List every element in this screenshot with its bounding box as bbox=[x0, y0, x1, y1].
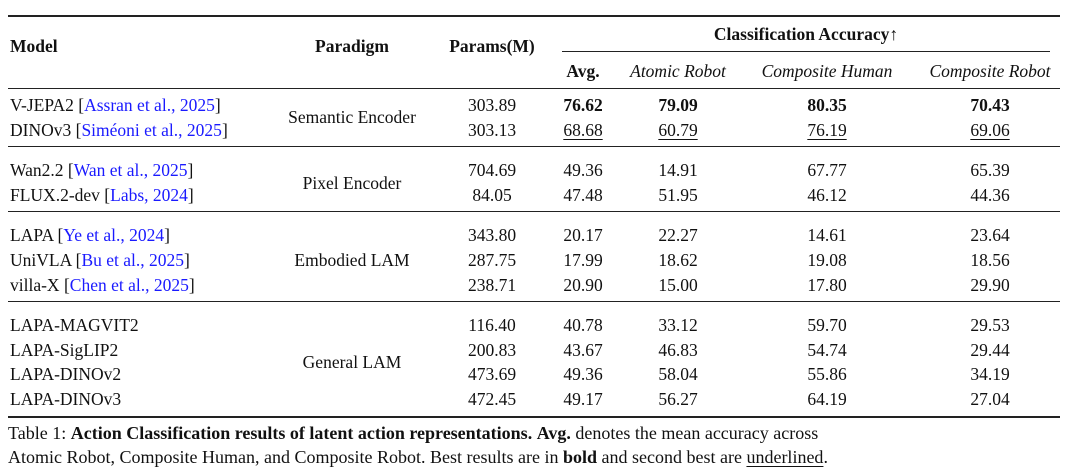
accuracy-value: 29.44 bbox=[970, 339, 1010, 360]
accuracy-value: 43.67 bbox=[563, 339, 603, 360]
accuracy-value: 65.39 bbox=[970, 160, 1010, 181]
accuracy-value: 29.53 bbox=[970, 315, 1010, 336]
accuracy-value: 46.83 bbox=[658, 339, 698, 360]
header-composite-human: Composite Human bbox=[761, 61, 893, 81]
accuracy-value: 40.78 bbox=[563, 315, 603, 336]
params-value: 473.69 bbox=[467, 364, 517, 385]
paradigm-label: Semantic Encoder bbox=[288, 107, 416, 128]
group-rule bbox=[8, 146, 1060, 147]
caption-line-1: Table 1: Action Classification results of latent action representations. Avg. denotes the mean accuracy across bbox=[8, 423, 819, 443]
accuracy-value: 60.79 bbox=[658, 119, 698, 140]
top-rule bbox=[8, 15, 1060, 17]
accuracy-value: 27.04 bbox=[970, 389, 1010, 409]
accuracy-value: 76.62 bbox=[563, 95, 603, 115]
accuracy-value: 79.09 bbox=[658, 95, 698, 115]
model-name: LAPA-MAGVIT2 bbox=[10, 315, 139, 336]
model-name: Wan2.2 [Wan et al., 2025] bbox=[10, 160, 194, 181]
accuracy-value: 55.86 bbox=[807, 364, 847, 385]
header-params: Params(M) bbox=[449, 36, 535, 56]
model-name: LAPA-DINOv2 bbox=[10, 364, 122, 385]
citation-link[interactable]: Chen et al., 2025 bbox=[69, 274, 189, 295]
model-name: DINOv3 [Siméoni et al., 2025] bbox=[10, 119, 228, 140]
accuracy-value: 20.90 bbox=[563, 274, 603, 295]
accuracy-value: 80.35 bbox=[807, 95, 847, 115]
group-rule bbox=[8, 211, 1060, 212]
citation-link[interactable]: Bu et al., 2025 bbox=[81, 250, 185, 270]
accuracy-value: 18.56 bbox=[970, 250, 1010, 270]
paradigm-label: Pixel Encoder bbox=[302, 172, 402, 193]
header-classification-accuracy: Classification Accuracy↑ bbox=[713, 24, 899, 44]
group-rule bbox=[562, 51, 1050, 52]
paradigm-label: Embodied LAM bbox=[294, 250, 410, 270]
header-avg: Avg. bbox=[566, 61, 600, 81]
accuracy-value: 56.27 bbox=[658, 389, 698, 409]
accuracy-value: 49.36 bbox=[563, 160, 603, 181]
accuracy-value: 54.74 bbox=[807, 339, 847, 360]
params-value: 200.83 bbox=[467, 339, 517, 360]
params-value: 704.69 bbox=[467, 160, 517, 181]
citation-link[interactable]: Assran et al., 2025 bbox=[84, 95, 215, 115]
citation-link[interactable]: Labs, 2024 bbox=[110, 184, 188, 205]
params-value: 303.13 bbox=[467, 119, 517, 140]
accuracy-value: 51.95 bbox=[658, 184, 698, 205]
params-value: 343.80 bbox=[467, 225, 517, 246]
accuracy-value: 23.64 bbox=[970, 225, 1010, 246]
model-name: V-JEPA2 [Assran et al., 2025] bbox=[10, 95, 221, 115]
params-value: 303.89 bbox=[467, 95, 517, 115]
params-value: 238.71 bbox=[467, 274, 517, 295]
params-value: 116.40 bbox=[468, 315, 516, 336]
accuracy-value: 47.48 bbox=[563, 184, 603, 205]
accuracy-value: 69.06 bbox=[970, 119, 1010, 140]
citation-link[interactable]: Siméoni et al., 2025 bbox=[81, 119, 222, 140]
accuracy-value: 19.08 bbox=[807, 250, 847, 270]
header-atomic-robot: Atomic Robot bbox=[630, 61, 726, 81]
group-rule bbox=[8, 301, 1060, 302]
accuracy-value: 14.91 bbox=[658, 160, 698, 181]
header-paradigm: Paradigm bbox=[315, 36, 389, 56]
model-name: FLUX.2-dev [Labs, 2024] bbox=[10, 184, 194, 205]
accuracy-value: 14.61 bbox=[807, 225, 847, 246]
accuracy-value: 67.77 bbox=[807, 160, 847, 181]
header-composite-robot: Composite Robot bbox=[929, 61, 1051, 81]
params-value: 287.75 bbox=[467, 250, 517, 270]
accuracy-value: 59.70 bbox=[807, 315, 847, 336]
header-model: Model bbox=[10, 36, 58, 56]
bottom-rule bbox=[8, 416, 1060, 418]
params-value: 472.45 bbox=[467, 389, 517, 409]
citation-link[interactable]: Ye et al., 2024 bbox=[63, 225, 165, 246]
accuracy-value: 64.19 bbox=[807, 389, 847, 409]
accuracy-value: 22.27 bbox=[658, 225, 698, 246]
paradigm-label: General LAM bbox=[302, 352, 402, 373]
model-name: villa-X [Chen et al., 2025] bbox=[10, 274, 195, 295]
model-name: LAPA-DINOv3 bbox=[10, 389, 122, 409]
params-value: 84.05 bbox=[472, 184, 512, 205]
model-name: UniVLA [Bu et al., 2025] bbox=[10, 250, 190, 270]
accuracy-value: 76.19 bbox=[807, 119, 847, 140]
accuracy-value: 49.17 bbox=[563, 389, 603, 409]
accuracy-value: 33.12 bbox=[658, 315, 698, 336]
accuracy-value: 20.17 bbox=[563, 225, 603, 246]
accuracy-value: 46.12 bbox=[807, 184, 847, 205]
citation-link[interactable]: Wan et al., 2025 bbox=[73, 160, 188, 181]
model-name: LAPA-SigLIP2 bbox=[10, 339, 119, 360]
accuracy-value: 34.19 bbox=[970, 364, 1010, 385]
accuracy-value: 29.90 bbox=[970, 274, 1010, 295]
model-name: LAPA [Ye et al., 2024] bbox=[10, 225, 170, 246]
caption-line-2: Atomic Robot, Composite Human, and Composite Robot. Best results are in bold and second best are underlined. bbox=[8, 447, 828, 467]
accuracy-value: 17.99 bbox=[563, 250, 603, 270]
accuracy-value: 58.04 bbox=[658, 364, 698, 385]
accuracy-value: 70.43 bbox=[970, 95, 1010, 115]
header-rule bbox=[8, 88, 1060, 89]
accuracy-value: 49.36 bbox=[563, 364, 603, 385]
accuracy-value: 15.00 bbox=[658, 274, 698, 295]
accuracy-value: 17.80 bbox=[807, 274, 847, 295]
accuracy-value: 18.62 bbox=[658, 250, 698, 270]
accuracy-value: 68.68 bbox=[563, 119, 603, 140]
accuracy-value: 44.36 bbox=[970, 184, 1010, 205]
